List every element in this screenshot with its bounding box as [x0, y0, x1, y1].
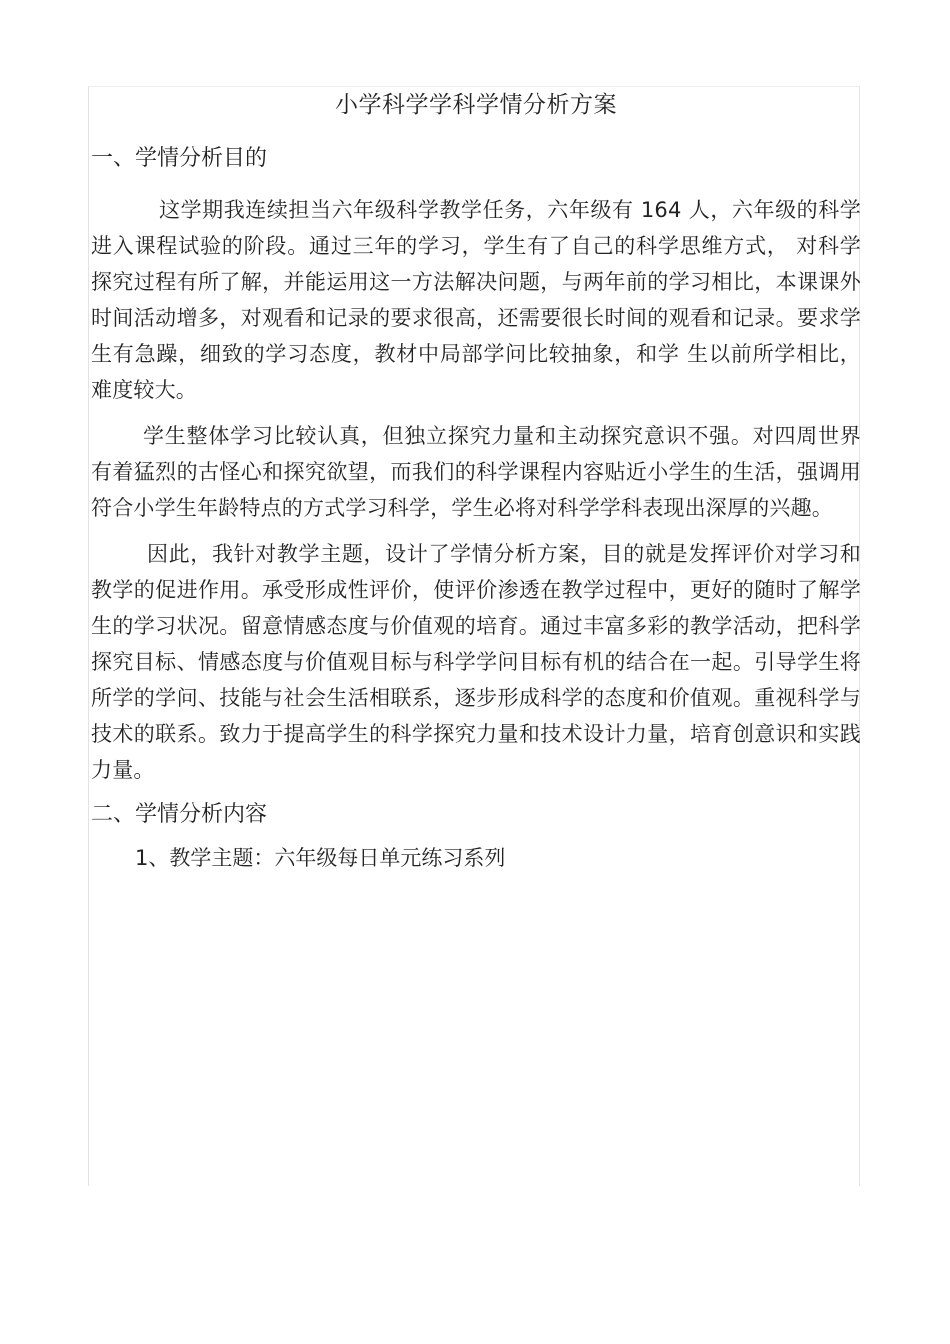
document-body — [91, 86, 861, 876]
list-item: 1、教学主题：六年级每日单元练习系列 — [135, 846, 506, 870]
paragraph: 学生整体学习比较认真，但独立探究力量和主动探究意识不强。对四周世界有着猛烈的古怪心和探究欲望，而我们的科学课程内容贴近小学生的生活，强调用符合小学生年龄特点的方式学习科学，学生必将对科学学科表现出深厚的兴趣。 — [91, 424, 861, 520]
document-title: 小学科学学科学情分析方案 — [335, 92, 617, 118]
section-heading-content: 二、学情分析内容 — [91, 802, 268, 827]
section-heading-purpose: 一、学情分析目的 — [91, 146, 268, 171]
paragraph: 因此，我针对教学主题，设计了学情分析方案，目的就是发挥评价对学习和教学的促进作用。承受形成性评价，使评价渗透在教学过程中，更好的随时了解学生的学习状况。留意情感态度与价值观的培育。通过丰富多彩的教学活动，把科学探究目标、情感态度与价值观目标与科学学问目标有机的结合在一起。引导学生将所学的学问、技能与社会生活相联系，逐步形成科学的态度和价值观。重视科学与技术的联系。致力于提高学生的科学探究力量和技术设计力量，培育创意识和实践力量。 — [91, 542, 861, 782]
paragraph: 这学期我连续担当六年级科学教学任务，六年级有 164 人，六年级的科学进入课程试验的阶段。通过三年的学习，学生有了自己的科学思维方式， 对科学探究过程有所了解，并能运用这一方法解决问题，与两年前的学习相比，本课课外时间活动增多，对观看和记录的要求很高，还需要很长时间的观看和记录。要求学生有急躁，细致的学习态度，教材中局部学问比较抽象，和学 生以前所学相比，难度较大。 — [91, 198, 861, 402]
